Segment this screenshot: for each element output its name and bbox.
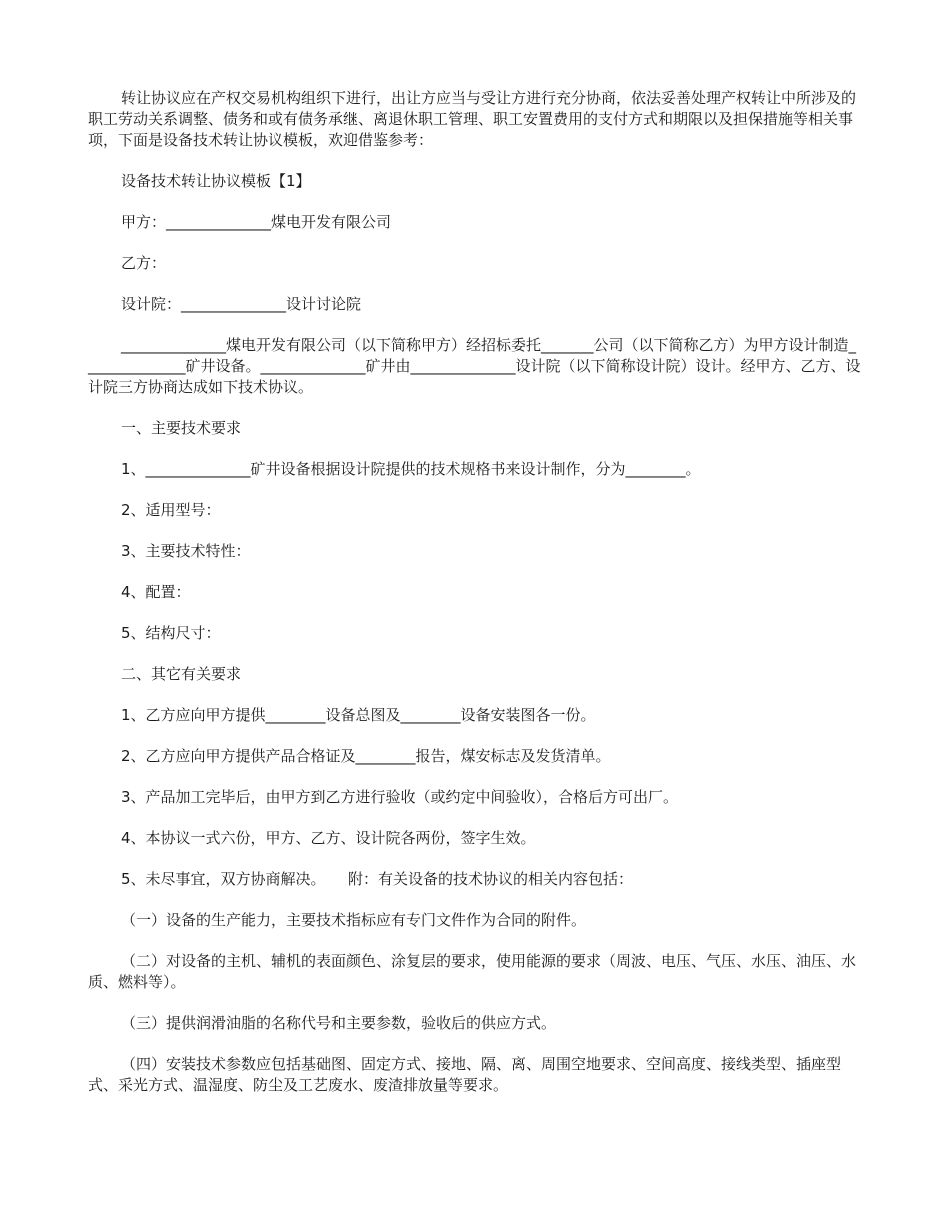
document-body	[88, 88, 863, 1096]
party-a-line: 甲方：______________煤电开发有限公司	[121, 213, 392, 231]
party-b-line: 乙方：	[121, 254, 167, 272]
template-title: 设备技术转让协议模板【1】	[121, 172, 311, 190]
section-heading-2: 二、其它有关要求	[121, 665, 242, 683]
clause-2-4: 4、本协议一式六份，甲方、乙方、设计院各两份，签字生效。	[121, 829, 536, 847]
appendix-item-1: （一）设备的生产能力，主要技术指标应有专门文件作为合同的附件。	[121, 911, 587, 929]
design-institute-line: 设计院：______________设计讨论院	[121, 295, 362, 313]
clause-2-2: 2、乙方应向甲方提供产品合格证及________报告，煤安标志及发货清单。	[121, 747, 611, 765]
intro-paragraph: 转让协议应在产权交易机构组织下进行，出让方应当与受让方进行充分协商，依法妥善处理产权转让中所涉及的职工劳动关系调整、债务和或有债务承继、离退休职工管理、职工安置费用的支付方式和期限以及担保措施等相关事项，下面是设备技术转让协议模板，欢迎借鉴参考：	[88, 89, 857, 149]
agreement-preamble: ______________煤电开发有限公司（以下简称甲方）经招标委托_______公司（以下简称乙方）为甲方设计制造______________矿井设备。______________矿井由______________设计院（以下简称设计院）设计。经甲方、乙方、设计院三方协商达成如下技术协议。	[88, 336, 861, 396]
appendix-item-3: （三）提供润滑油脂的名称代号和主要参数，验收后的供应方式。	[121, 1014, 557, 1032]
clause-1-1: 1、______________矿井设备根据设计院提供的技术规格书来设计制作，分为________。	[121, 460, 701, 478]
clause-2-5: 5、未尽事宜，双方协商解决。 附：有关设备的技术协议的相关内容包括：	[121, 870, 634, 888]
appendix-item-4: （四）安装技术参数应包括基础图、固定方式、接地、隔、离、周围空地要求、空间高度、接线类型、插座型式、采光方式、温湿度、防尘及工艺废水、废渣排放量等要求。	[88, 1055, 842, 1094]
clause-1-4: 4、配置：	[121, 583, 191, 601]
section-heading-1: 一、主要技术要求	[121, 419, 242, 437]
appendix-item-2: （二）对设备的主机、辅机的表面颜色、涂复层的要求，使用能源的要求（周波、电压、气压、水压、油压、水质、燃料等）。	[88, 952, 857, 991]
clause-2-1: 1、乙方应向甲方提供________设备总图及________设备安装图各一份。	[121, 706, 596, 724]
clause-1-2: 2、适用型号：	[121, 501, 221, 519]
clause-2-3: 3、产品加工完毕后，由甲方到乙方进行验收（或约定中间验收），合格后方可出厂。	[121, 788, 679, 806]
clause-1-5: 5、结构尺寸：	[121, 624, 221, 642]
clause-1-3: 3、主要技术特性：	[121, 542, 251, 560]
